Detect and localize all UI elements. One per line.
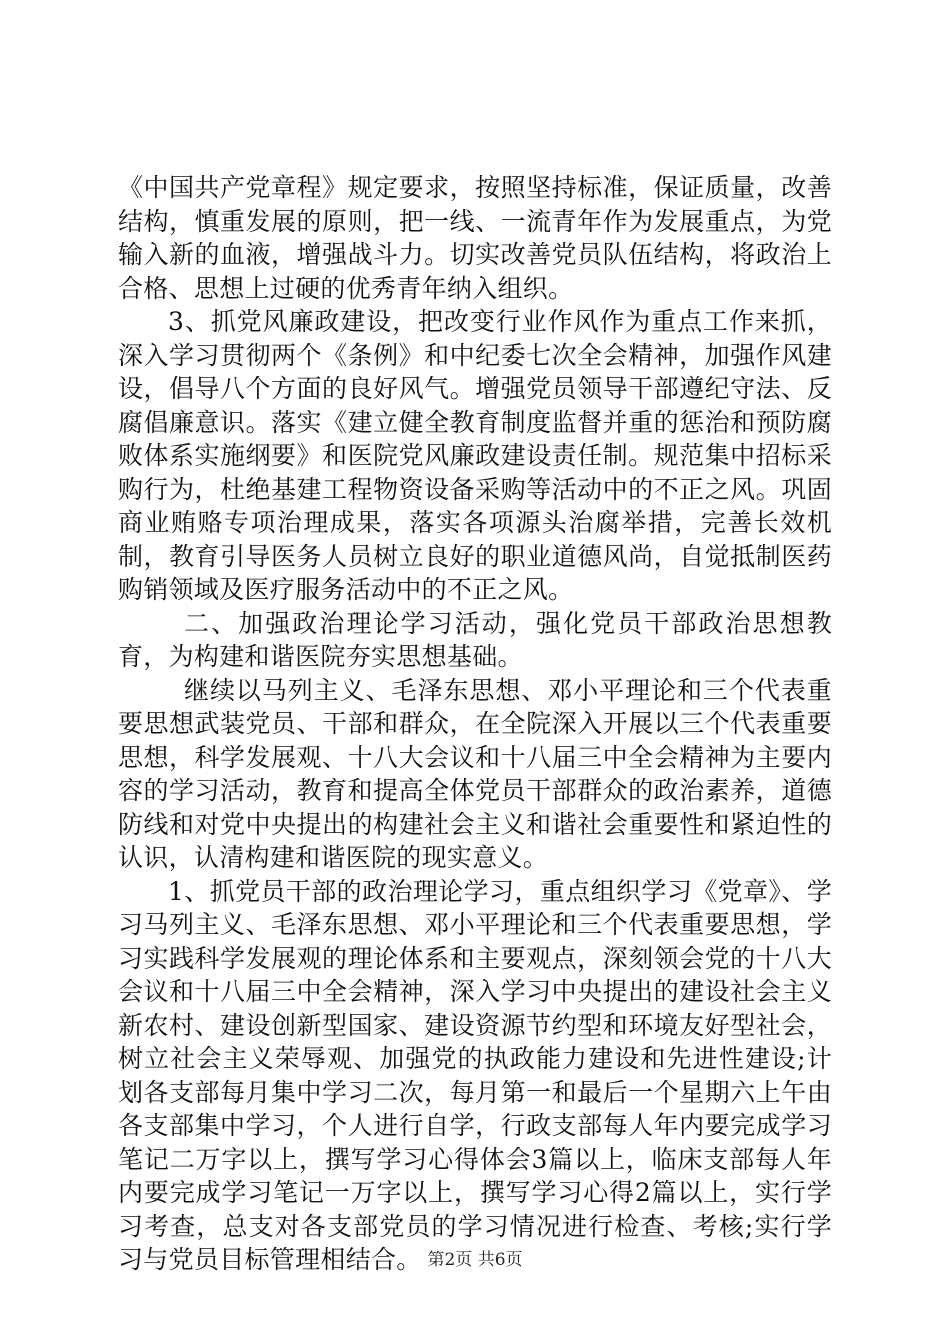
paragraph-section-2-intro: 继续以马列主义、毛泽东思想、邓小平理论和三个代表重要思想武装党员、干部和群众，在全院深入开展以三个代表重要思想，科学发展观、十八大会议和十八届三中全会精神为主要内容的学习活动，教育和提高全体党员干部群众的政治素养，道德防线和对党中央提出的构建社会主义和谐社会重要性和紧迫性的认识，认清构建和谐医院的现实意义。 — [118, 675, 832, 872]
paragraph-continuation: 《中国共产党章程》规定要求，按照坚持标准，保证质量，改善结构，慎重发展的原则，把一线、一流青年作为发展重点，为党输入新的血液，增强战斗力。切实改善党员队伍结构，将政治上合格、思想上过硬的优秀青年纳入组织。 — [118, 173, 832, 303]
paragraph-item-1: 1、抓党员干部的政治理论学习，重点组织学习《党章》、学习马列主义、毛泽东思想、邓小平理论和三个代表重要思想，学习实践科学发展观的理论体系和主要观点，深刻领会党的十八大会议和十八届三中全会精神，深入学习中央提出的建设社会主义新农村、建设创新型国家、建设资源节约型和环境友好型社会，树立社会主义荣辱观、加强党的执政能力建设和先进性建设;计划各支部每月集中学习二次，每月第一和最后一个星期六上午由各支部集中学习，个人进行自学，行政支部每人年内要完成学习笔记二万字以上，撰写学习心得体会3篇以上，临床支部每人年内要完成学习笔记一万字以上，撰写学习心得2篇以上，实行学习考查，总支对各支部党员的学习情况进行检查、考核;实行学习与党员目标管理相结合。 — [118, 876, 832, 1274]
document-body — [118, 171, 832, 1277]
paragraph-item-3: 3、抓党风廉政建设，把改变行业作风作为重点工作来抓，深入学习贯彻两个《条例》和中纪委七次全会精神，加强作风建设，倡导八个方面的良好风气。增强党员领导干部遵纪守法、反腐倡廉意识。落实《建立健全教育制度监督并重的惩治和预防腐败体系实施纲要》和医院党风廉政建设责任制。规范集中招标采购行为，杜绝基建工程物资设备采购等活动中的不正之风。巩固商业贿赂专项治理成果，落实各项源头治腐举措，完善长效机制，教育引导医务人员树立良好的职业道德风尚，自觉抵制医药购销领域及医疗服务活动中的不正之风。 — [118, 307, 832, 604]
page-number-footer: 第2页 共6页 — [427, 1250, 523, 1270]
section-heading-2: 二、加强政治理论学习活动，强化党员干部政治思想教育，为构建和谐医院夯实思想基础。 — [118, 608, 832, 671]
